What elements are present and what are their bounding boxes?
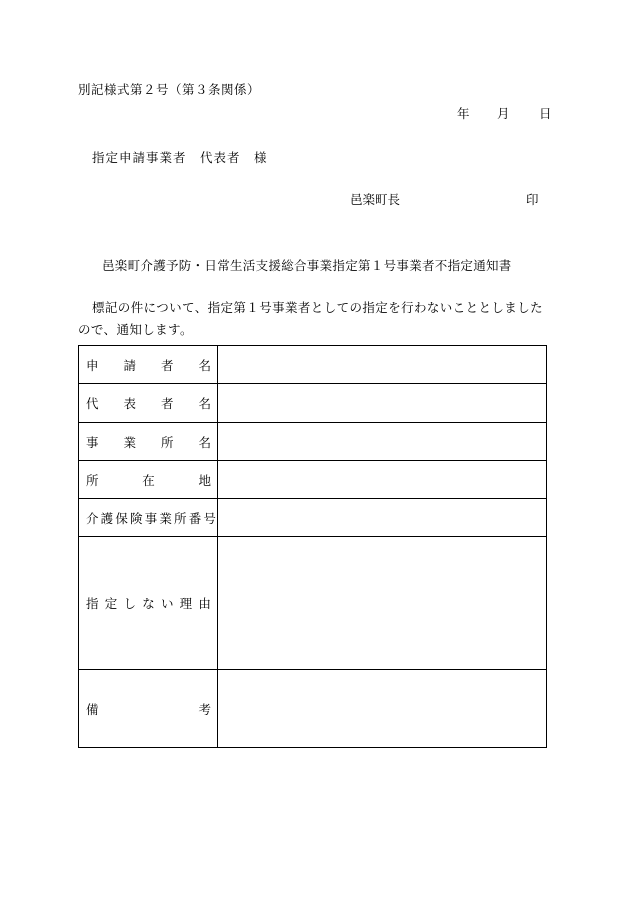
- label-remarks: 備 考: [86, 701, 211, 717]
- date-day-label: 日: [539, 106, 552, 121]
- date-month-label: 月: [497, 106, 510, 121]
- issuer: 邑楽町長: [350, 192, 401, 207]
- table-row: [79, 384, 547, 423]
- seal-mark: 印: [526, 192, 539, 207]
- table-row: [79, 346, 547, 384]
- office-name-field[interactable]: [218, 423, 547, 461]
- label-applicant: 申 請 者 名: [86, 357, 211, 373]
- table-row: [79, 423, 547, 461]
- table-row: [79, 537, 547, 670]
- row-label-cell: [79, 384, 218, 423]
- row-label-cell: [79, 423, 218, 461]
- applicant-name-field[interactable]: [218, 346, 547, 384]
- table-row: [79, 461, 547, 499]
- remarks-field[interactable]: [218, 670, 547, 748]
- address-field[interactable]: [218, 461, 547, 499]
- office-number-field[interactable]: [218, 499, 547, 537]
- table-row: [79, 670, 547, 748]
- date-year-label: 年: [457, 106, 470, 121]
- row-label-cell: [79, 461, 218, 499]
- row-label-cell: [79, 670, 218, 748]
- form-id: 別記様式第２号（第３条関係）: [78, 82, 261, 97]
- row-label-cell: [79, 537, 218, 670]
- row-label-cell: [79, 499, 218, 537]
- label-address: 所 在 地: [86, 472, 211, 488]
- label-office: 事 業 所 名: [86, 434, 211, 450]
- representative-name-field[interactable]: [218, 384, 547, 423]
- addressee: 指定申請事業者 代表者 様: [92, 150, 268, 165]
- table-row: [79, 499, 547, 537]
- info-table: [78, 345, 547, 748]
- row-label-cell: [79, 346, 218, 384]
- label-office-number: 介 護 保 険 事 業 所 番 号: [86, 510, 216, 526]
- label-representative: 代 表 者 名: [86, 396, 211, 411]
- date-line: [457, 104, 557, 120]
- document-title: 邑楽町介護予防・日常生活支援総合事業指定第１号事業者不指定通知書: [102, 258, 512, 273]
- body-text: 標記の件について、指定第１号事業者としての指定を行わないこととしましたので、通知します。: [78, 300, 544, 337]
- label-reason: 指 定 し な い 理 由: [86, 596, 211, 611]
- reason-field[interactable]: [218, 537, 547, 670]
